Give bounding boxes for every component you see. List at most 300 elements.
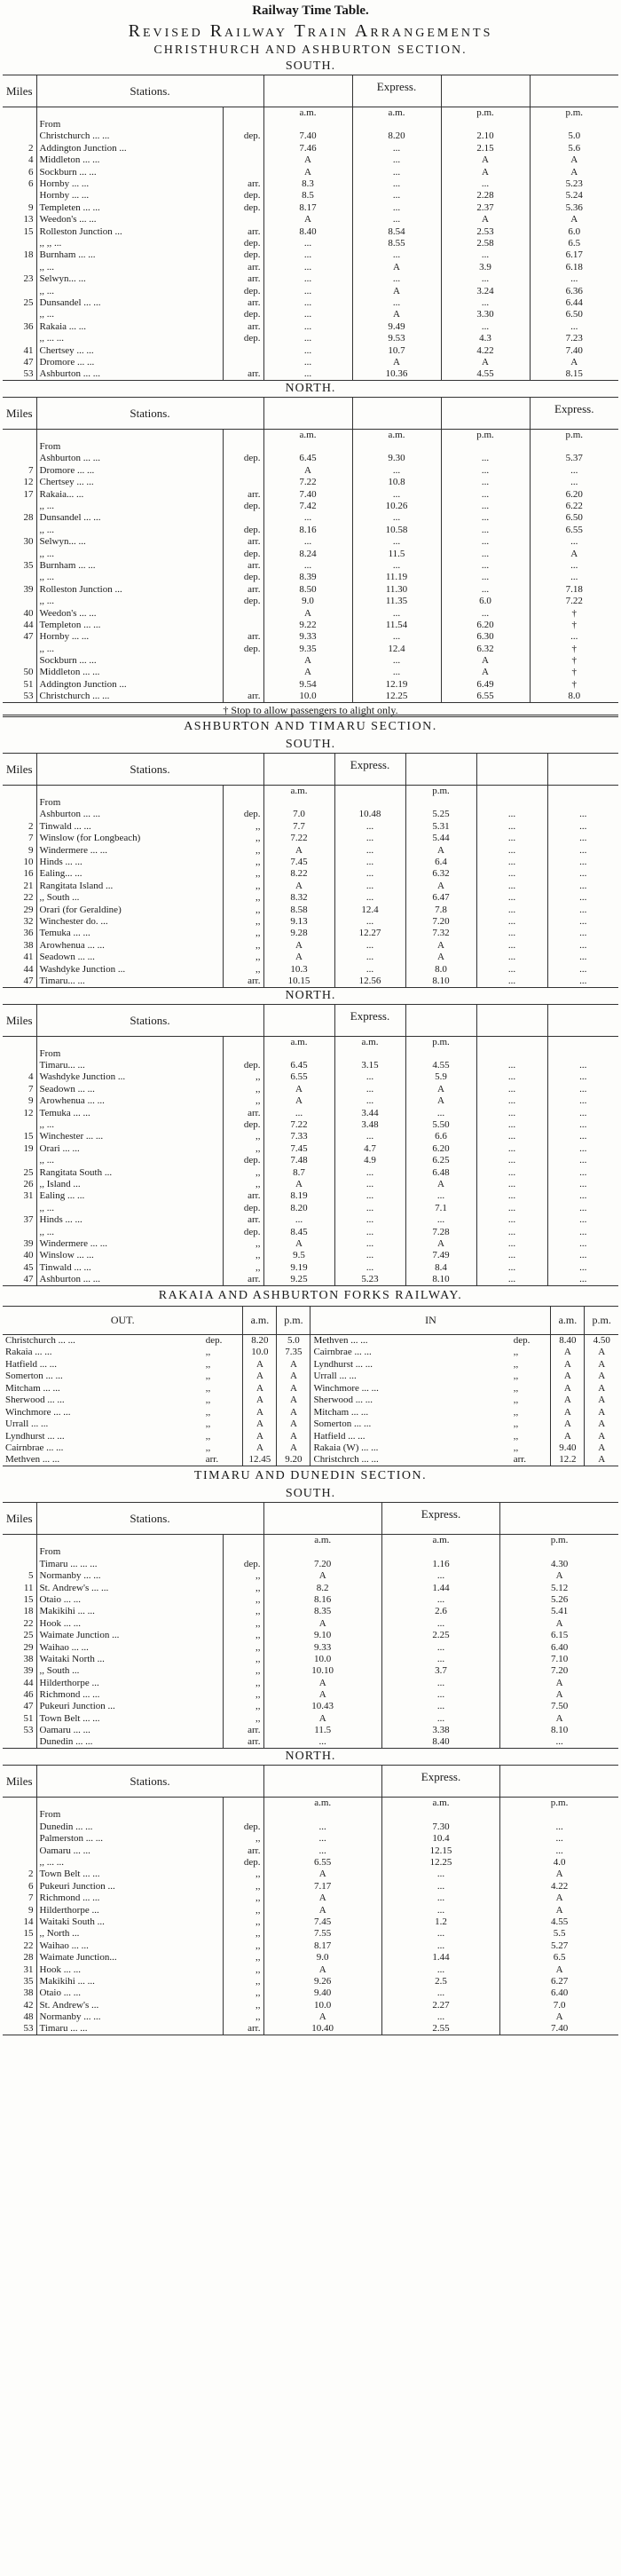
miles-cell xyxy=(3,1845,36,1856)
time-cell: 9.26 xyxy=(263,1976,381,1987)
station-name: Mitcham ... ... xyxy=(5,1382,60,1394)
table-row xyxy=(3,154,618,166)
table-row xyxy=(3,584,618,596)
time-cell: 2.6 xyxy=(381,1606,499,1617)
time-cell: 7.7 xyxy=(263,821,334,833)
time-cell xyxy=(263,119,352,130)
ampm-label xyxy=(547,785,618,796)
time-cell: ... xyxy=(334,952,405,963)
time-cell: 6.55 xyxy=(263,1857,381,1869)
arr-dep-cell: ,, xyxy=(205,1430,211,1442)
table-row xyxy=(3,976,618,987)
arr-dep-cell: ,, xyxy=(223,1678,263,1689)
miles-cell: 5 xyxy=(28,1570,34,1582)
time-cell: 3.48 xyxy=(334,1119,405,1131)
miles-cell: 28 xyxy=(23,1952,34,1964)
time-cell: ... xyxy=(334,892,405,904)
station-name: Pukeuri Junction ... xyxy=(36,1881,223,1892)
table-row xyxy=(3,1095,618,1107)
time-cell: 11.54 xyxy=(352,620,441,631)
time-cell: ... xyxy=(547,963,618,975)
time-cell: 9.0 xyxy=(263,596,352,607)
station-name: Rakaia (W) ... ... xyxy=(310,1442,511,1455)
time-cell: 7.10 xyxy=(500,1654,618,1665)
ampm-label: a.m. xyxy=(352,107,441,119)
arr-dep-cell: dep. xyxy=(223,572,263,583)
time-cell: ... xyxy=(547,1143,618,1155)
direction-label: NORTH. xyxy=(285,988,336,1002)
ampm-label xyxy=(476,1036,547,1047)
time-cell: 6.5 xyxy=(530,238,618,249)
time-cell: 8.50 xyxy=(263,584,352,596)
table-row xyxy=(3,477,618,488)
table-row xyxy=(3,202,618,214)
table-row xyxy=(3,333,618,344)
table-row xyxy=(3,1430,618,1442)
miles-cell: 15 xyxy=(23,225,34,237)
table-row xyxy=(3,844,618,856)
arr-dep-cell: ,, xyxy=(223,1618,263,1630)
time-cell: 8.40 xyxy=(263,225,352,237)
miles-cell: 4 xyxy=(28,154,34,166)
table-row xyxy=(3,1928,618,1940)
miles-cell xyxy=(3,1857,36,1869)
time-cell: 10.3 xyxy=(263,963,334,975)
time-cell: ... xyxy=(334,1131,405,1142)
station-name: Arowhenua ... ... xyxy=(36,1095,223,1107)
station-name: Waihao ... ... xyxy=(36,1940,223,1952)
time-cell: ... xyxy=(547,868,618,880)
time-cell: ... xyxy=(547,1179,618,1190)
time-cell: ... xyxy=(530,572,618,583)
time-cell: ... xyxy=(263,285,352,296)
time-cell: ... xyxy=(405,1214,476,1226)
arr-dep-cell: ,, xyxy=(223,940,263,952)
time-cell: ... xyxy=(405,1190,476,1202)
table-row xyxy=(3,857,618,868)
miles-cell: 18 xyxy=(23,249,34,261)
time-cell: 1.16 xyxy=(381,1559,499,1570)
table-row xyxy=(3,321,618,333)
table-row xyxy=(3,1442,618,1455)
time-cell: 12.56 xyxy=(334,976,405,987)
ampm-label: a.m. xyxy=(263,785,334,796)
time-cell: A xyxy=(277,1430,310,1442)
time-cell: 8.55 xyxy=(352,238,441,249)
time-cell: 7.46 xyxy=(263,143,352,154)
table-row xyxy=(3,572,618,583)
timetable xyxy=(3,397,618,703)
time-cell: ... xyxy=(476,1190,547,1202)
station-name: ,, ... ... xyxy=(36,333,223,344)
time-cell: ... xyxy=(547,809,618,820)
miles-cell: 53 xyxy=(23,691,34,702)
miles-cell: 44 xyxy=(23,1677,34,1688)
arr-dep-cell: ,, xyxy=(223,868,263,880)
in-pm-header: p.m. xyxy=(585,1306,618,1334)
arr-dep-cell: dep. xyxy=(223,1226,263,1237)
miles-cell xyxy=(3,1559,36,1570)
miles-cell xyxy=(3,655,36,667)
time-cell: ... xyxy=(263,344,352,356)
arr-dep-cell: ,, xyxy=(223,1166,263,1178)
time-cell: A xyxy=(585,1430,618,1442)
time-cell: 2.53 xyxy=(441,225,530,237)
arr-dep-cell: ,, xyxy=(205,1382,211,1394)
time-cell: 8.10 xyxy=(405,976,476,987)
blank-cell xyxy=(3,785,36,796)
time-cell: A xyxy=(530,357,618,368)
time-cell xyxy=(352,441,441,453)
station-name: Ashburton ... ... xyxy=(36,809,223,820)
timetable xyxy=(3,1004,618,1286)
time-cell: ... xyxy=(476,1155,547,1166)
station-name: From xyxy=(36,119,223,130)
time-cell: ... xyxy=(476,1119,547,1131)
arr-dep-cell: arr. xyxy=(223,976,263,987)
table-row xyxy=(3,620,618,631)
time-cell: ... xyxy=(441,178,530,190)
time-cell: ... xyxy=(263,1821,381,1833)
table-row xyxy=(3,1904,618,1916)
station-name: Urrall ... ... xyxy=(5,1418,49,1430)
arr-dep-cell xyxy=(223,1546,263,1558)
arr-dep-cell: ,, xyxy=(223,2011,263,2023)
table-row xyxy=(3,1454,618,1466)
table-row xyxy=(3,1262,618,1274)
time-cell: 7.28 xyxy=(405,1226,476,1237)
time-cell: ... xyxy=(547,1166,618,1178)
table-row xyxy=(3,1179,618,1190)
miles-cell: 12 xyxy=(23,477,34,488)
station-name: Palmerston ... ... xyxy=(36,1833,223,1845)
time-cell: ... xyxy=(352,273,441,285)
miles-cell: 25 xyxy=(23,1166,34,1178)
time-cell: 10.40 xyxy=(263,2023,381,2035)
time-cell: A xyxy=(352,262,441,273)
time-cell: 5.41 xyxy=(500,1606,618,1617)
time-cell: ... xyxy=(476,916,547,928)
blank-cell xyxy=(36,1036,223,1047)
table-row xyxy=(3,130,618,142)
time-cell: A xyxy=(530,214,618,225)
miles-cell xyxy=(3,596,36,607)
time-cell: 10.10 xyxy=(263,1665,381,1677)
station-name: Somerton ... ... xyxy=(5,1371,63,1382)
time-cell: A xyxy=(500,1904,618,1916)
time-cell: 10.15 xyxy=(263,976,334,987)
table-row xyxy=(3,225,618,237)
table-row xyxy=(3,1845,618,1856)
station-name: Normanby ... ... xyxy=(36,1570,223,1582)
time-cell: ... xyxy=(352,465,441,477)
table-row xyxy=(3,667,618,678)
time-cell: 3.7 xyxy=(381,1665,499,1677)
time-cell: A xyxy=(405,844,476,856)
time-cell: 12.27 xyxy=(334,928,405,939)
time-cell: 10.0 xyxy=(263,1654,381,1665)
time-cell: ... xyxy=(441,536,530,548)
station-name: Winslow ... ... xyxy=(36,1250,223,1261)
time-cell: ... xyxy=(441,572,530,583)
time-cell xyxy=(381,1546,499,1558)
time-cell: 7.18 xyxy=(530,584,618,596)
time-cell: ... xyxy=(441,321,530,333)
arr-dep-cell: ,, xyxy=(223,904,263,915)
arr-dep-cell: ,, xyxy=(223,1262,263,1274)
station-name: Addington Junction ... xyxy=(36,143,223,154)
stations-header: Stations. xyxy=(36,1766,263,1798)
station-name: Burnham ... ... xyxy=(36,560,223,572)
miles-cell xyxy=(3,285,36,296)
station-name: Tinwald ... ... xyxy=(36,821,223,833)
miles-cell xyxy=(3,1155,36,1166)
time-column-header xyxy=(352,397,441,429)
time-cell: 6.27 xyxy=(500,1976,618,1987)
arr-dep-cell: ,, xyxy=(223,1665,263,1677)
direction-label: SOUTH. xyxy=(285,1487,336,1501)
time-cell: 5.23 xyxy=(334,1274,405,1285)
miles-cell xyxy=(3,309,36,320)
time-cell: A xyxy=(263,1892,381,1904)
time-cell: A xyxy=(263,166,352,178)
time-cell: 10.43 xyxy=(263,1701,381,1712)
miles-cell xyxy=(3,1833,36,1845)
station-name: Christchurch ... ... xyxy=(36,130,223,142)
miles-header: Miles xyxy=(3,1766,36,1798)
time-column-header xyxy=(263,753,334,785)
arr-dep-cell: ,, xyxy=(223,1987,263,1999)
miles-cell xyxy=(3,1736,36,1748)
arr-dep-cell xyxy=(223,166,263,178)
time-cell: 4.0 xyxy=(500,1857,618,1869)
time-cell: ... xyxy=(441,584,530,596)
time-cell: ... xyxy=(381,1904,499,1916)
miles-cell: 17 xyxy=(23,488,34,500)
time-cell: ... xyxy=(476,1250,547,1261)
miles-cell: 7 xyxy=(28,464,34,476)
miles-cell: 12 xyxy=(23,1107,34,1118)
time-cell xyxy=(441,441,530,453)
station-name: Dromore ... ... xyxy=(36,357,223,368)
time-cell: 6.49 xyxy=(441,679,530,691)
time-cell: 9.20 xyxy=(277,1454,310,1466)
station-name: Timaru ... ... ... xyxy=(36,1559,223,1570)
time-cell: A xyxy=(352,309,441,320)
time-cell: A xyxy=(551,1418,585,1431)
time-cell: A xyxy=(243,1418,277,1431)
time-cell: 7.22 xyxy=(263,477,352,488)
miles-cell: 37 xyxy=(23,1214,34,1226)
table-row xyxy=(3,916,618,928)
time-cell: 2.27 xyxy=(381,1999,499,2011)
time-cell: A xyxy=(551,1395,585,1407)
table-row xyxy=(3,644,618,655)
time-cell: A xyxy=(441,154,530,166)
time-cell: ... xyxy=(381,1654,499,1665)
time-cell: ... xyxy=(381,1881,499,1892)
table-row xyxy=(3,512,618,524)
time-cell: A xyxy=(441,667,530,678)
station-name: Timaru... ... xyxy=(36,976,223,987)
miles-cell: 29 xyxy=(23,904,34,915)
time-cell: ... xyxy=(263,333,352,344)
station-name: Waitaki North ... xyxy=(36,1654,223,1665)
miles-cell xyxy=(3,797,36,809)
arr-dep-cell: ,, xyxy=(223,1570,263,1582)
time-cell: ... xyxy=(441,273,530,285)
time-cell xyxy=(263,1048,334,1060)
time-cell: 6.0 xyxy=(530,225,618,237)
ampm-label xyxy=(334,785,405,796)
miles-cell xyxy=(3,525,36,536)
time-cell: A xyxy=(263,1238,334,1250)
miles-cell: 11 xyxy=(23,1582,34,1593)
arr-dep-cell: dep. xyxy=(223,1060,263,1071)
table-row xyxy=(3,631,618,643)
time-cell: ... xyxy=(263,357,352,368)
time-cell xyxy=(405,797,476,809)
time-cell: A xyxy=(263,844,334,856)
miles-cell: 51 xyxy=(23,1712,34,1724)
time-cell: 4.55 xyxy=(405,1060,476,1071)
station-name: Lyndhurst ... ... xyxy=(310,1358,511,1371)
time-cell: 6.20 xyxy=(405,1143,476,1155)
time-cell: 7.0 xyxy=(500,1999,618,2011)
time-cell: ... xyxy=(476,833,547,844)
time-column-header: Express. xyxy=(530,397,618,429)
station-name: ,, ... xyxy=(36,262,223,273)
arr-dep-cell: arr. xyxy=(513,1454,527,1466)
table-row xyxy=(3,297,618,309)
arr-dep-cell: ,, xyxy=(223,844,263,856)
blank-cell xyxy=(223,429,263,440)
miles-cell xyxy=(3,1546,36,1558)
table-row xyxy=(3,262,618,273)
miles-cell xyxy=(3,453,36,464)
time-cell: 7.50 xyxy=(500,1701,618,1712)
miles-cell: 39 xyxy=(23,583,34,595)
miles-cell: 6 xyxy=(28,1880,34,1892)
arr-dep-cell xyxy=(223,357,263,368)
station-name: Seadown ... ... xyxy=(36,1084,223,1095)
time-cell: ... xyxy=(547,1107,618,1118)
time-cell: A xyxy=(585,1406,618,1418)
miles-cell: 38 xyxy=(23,939,34,951)
station-name: Makikihi ... ... xyxy=(36,1606,223,1617)
miles-cell: 39 xyxy=(23,1665,34,1677)
miles-cell xyxy=(3,1809,36,1821)
time-cell: A xyxy=(243,1371,277,1383)
time-cell: ... xyxy=(530,560,618,572)
time-cell: 12.25 xyxy=(352,691,441,702)
table-row xyxy=(3,1238,618,1250)
arr-dep-cell: ,, xyxy=(513,1395,519,1406)
miles-cell: 45 xyxy=(23,1261,34,1273)
time-cell: A xyxy=(551,1358,585,1371)
station-name: ,, ... xyxy=(36,309,223,320)
blank-cell xyxy=(36,107,223,119)
ampm-label: a.m. xyxy=(263,107,352,119)
time-cell: 4.55 xyxy=(500,1916,618,1928)
station-name: Sockburn ... ... xyxy=(36,655,223,667)
time-cell: 5.12 xyxy=(500,1582,618,1593)
time-cell: A xyxy=(263,154,352,166)
time-cell: 9.30 xyxy=(352,453,441,464)
table-row xyxy=(3,833,618,844)
station-name: Oamaru ... ... xyxy=(36,1845,223,1856)
time-cell: A xyxy=(405,1179,476,1190)
time-cell: ... xyxy=(263,1833,381,1845)
arr-dep-cell: ,, xyxy=(223,1250,263,1261)
time-cell: ... xyxy=(352,190,441,201)
time-cell: ... xyxy=(476,1071,547,1083)
time-cell: ... xyxy=(547,1095,618,1107)
station-name: Sherwood ... ... xyxy=(310,1395,511,1407)
table-row xyxy=(3,143,618,154)
station-name: ,, ... xyxy=(36,644,223,655)
arr-dep-cell: ,, xyxy=(223,1641,263,1653)
time-cell: A xyxy=(263,667,352,678)
table-row xyxy=(3,1736,618,1748)
table-row xyxy=(3,1347,618,1359)
miles-cell: 15 xyxy=(23,1593,34,1605)
table-row xyxy=(3,679,618,691)
time-cell: ... xyxy=(334,881,405,892)
station-name: Dunedin ... ... xyxy=(36,1821,223,1833)
table-row xyxy=(3,119,618,130)
miles-cell: 48 xyxy=(23,2011,34,2023)
station-name: Normanby ... ... xyxy=(36,2011,223,2023)
time-cell: A xyxy=(585,1395,618,1407)
miles-cell: 13 xyxy=(23,214,34,225)
time-cell: A xyxy=(263,2011,381,2023)
time-cell: 2.37 xyxy=(441,202,530,214)
time-cell: 9.22 xyxy=(263,620,352,631)
arr-dep-cell: arr. xyxy=(223,584,263,596)
time-cell: 7.40 xyxy=(500,2023,618,2035)
time-cell: 9.40 xyxy=(551,1442,585,1455)
arr-dep-cell: ,, xyxy=(223,1881,263,1892)
section-title: CHRISTHURCH AND ASHBURTON SECTION. xyxy=(153,43,468,57)
time-cell: 11.30 xyxy=(352,584,441,596)
time-cell: 8.17 xyxy=(263,1940,381,1952)
time-cell: A xyxy=(551,1382,585,1395)
time-cell: ... xyxy=(334,1071,405,1083)
miles-cell: 22 xyxy=(23,1617,34,1629)
time-cell: ... xyxy=(441,249,530,261)
time-cell: A xyxy=(441,357,530,368)
time-cell: ... xyxy=(352,154,441,166)
blank-cell xyxy=(223,1036,263,1047)
time-cell: 6.18 xyxy=(530,262,618,273)
station-name: Pukeuri Junction ... xyxy=(36,1701,223,1712)
time-cell: 12.4 xyxy=(352,644,441,655)
arr-dep-cell: ,, xyxy=(223,1833,263,1845)
station-name: Selwyn... ... xyxy=(36,536,223,548)
time-cell: A xyxy=(530,154,618,166)
time-cell: 7.45 xyxy=(263,1143,334,1155)
time-cell: 7.23 xyxy=(530,333,618,344)
miles-cell: 6 xyxy=(28,166,34,178)
ampm-label: p.m. xyxy=(441,107,530,119)
time-cell: ... xyxy=(263,238,352,249)
station-name: Dunedin ... ... xyxy=(36,1736,223,1748)
time-column-header: Express. xyxy=(352,75,441,107)
arr-dep-cell: ,, xyxy=(223,916,263,928)
arr-dep-cell: arr. xyxy=(223,560,263,572)
miles-cell xyxy=(3,441,36,453)
